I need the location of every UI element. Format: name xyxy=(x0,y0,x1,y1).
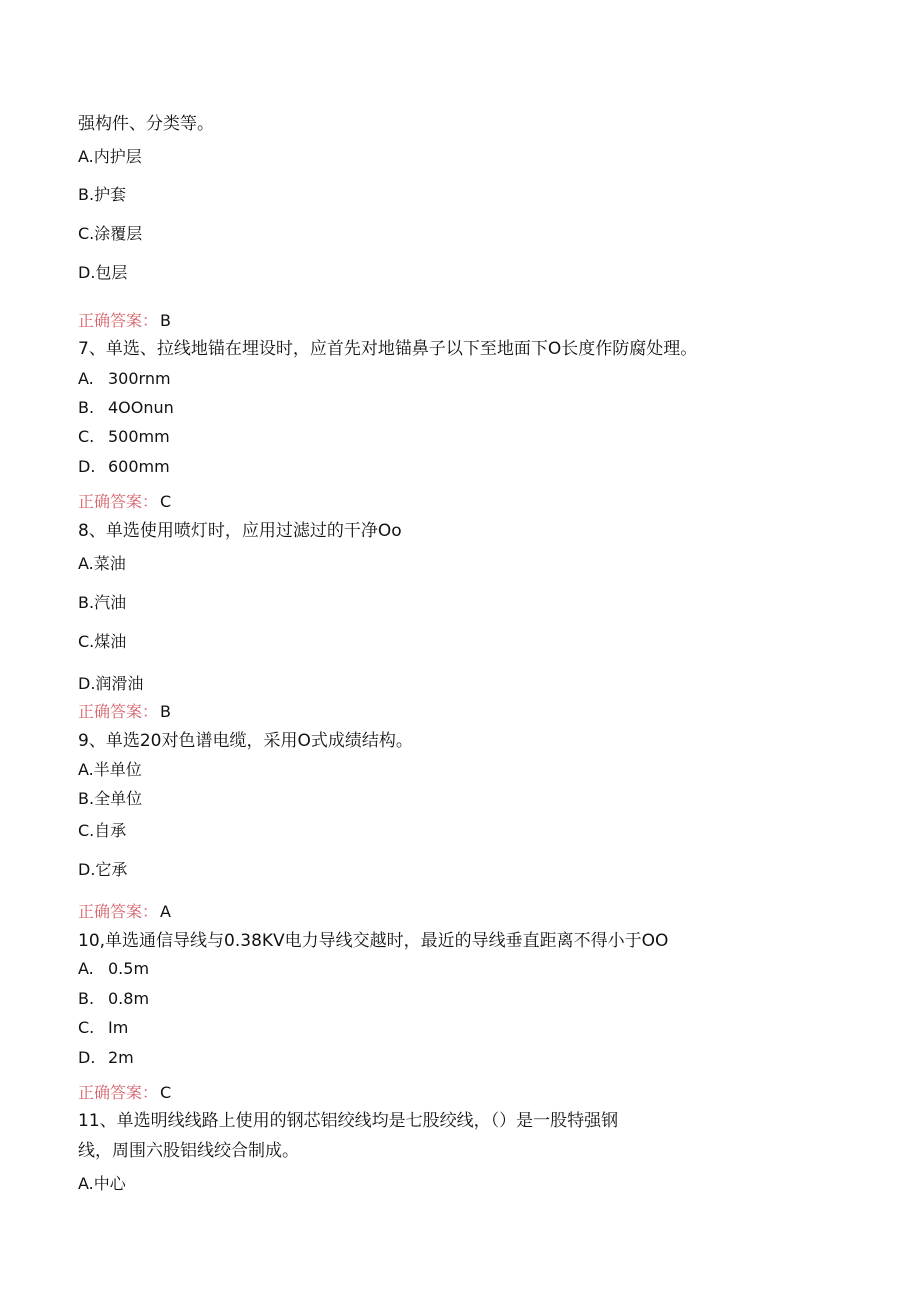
answer-line xyxy=(78,491,171,513)
answer-line xyxy=(78,1082,171,1104)
option-key: B. xyxy=(78,185,95,204)
option-text: 2m xyxy=(108,1048,134,1067)
option-key: C. xyxy=(78,427,95,446)
answer-line xyxy=(78,310,171,332)
question-continuation: 强构件、分类等。 xyxy=(78,114,214,134)
answer-value: B xyxy=(160,311,171,330)
option-text: 0.5m xyxy=(108,959,150,978)
option-text: 包层 xyxy=(95,263,128,282)
option-text: 4OOnun xyxy=(108,398,174,417)
option-d xyxy=(78,859,127,881)
answer-label: 正确答案： xyxy=(78,902,159,921)
option-text: 护套 xyxy=(94,185,127,204)
answer-label: 正确答案： xyxy=(78,702,159,721)
answer-value: C xyxy=(160,1083,172,1102)
option-key: D. xyxy=(78,457,96,476)
option-text: Im xyxy=(108,1018,129,1037)
answer-line xyxy=(78,701,171,723)
option-key: A. xyxy=(78,959,94,978)
option-c xyxy=(78,820,126,842)
option-c xyxy=(78,223,142,245)
option-text: 汽油 xyxy=(94,593,127,612)
option-key: B. xyxy=(78,593,95,612)
question-7: 7、单选、拉线地锚在埋设时，应首先对地锚鼻子以下至地面下O长度作防腐处理。 xyxy=(78,339,698,359)
question-9: 9、单选20对色谱电缆，采用O式成绩结构。 xyxy=(78,731,413,751)
option-text: 内护层 xyxy=(93,147,142,166)
option-key: A. xyxy=(78,1174,94,1193)
option-key: C. xyxy=(78,1018,95,1037)
option-a xyxy=(78,759,142,781)
question-11-continuation: 线，周围六股铝线绞合制成。 xyxy=(78,1141,299,1161)
option-key: A. xyxy=(78,369,94,388)
option-a xyxy=(78,958,149,980)
option-d xyxy=(78,262,127,284)
question-8: 8、单选使用喷灯时，应用过滤过的干净Oo xyxy=(78,521,402,541)
option-key: C. xyxy=(78,632,95,651)
option-key: B. xyxy=(78,989,95,1008)
answer-value: A xyxy=(160,902,171,921)
option-key: C. xyxy=(78,224,95,243)
option-key: A. xyxy=(78,760,94,779)
option-text: 300rnm xyxy=(108,369,171,388)
option-text: 它承 xyxy=(95,860,128,879)
option-key: D. xyxy=(78,860,96,879)
option-text: 500mm xyxy=(108,427,170,446)
option-c xyxy=(78,631,126,653)
option-a xyxy=(78,1173,126,1195)
question-10: 10,单选通信导线与0.38KV电力导线交越时，最近的导线垂直距离不得小于OO xyxy=(78,931,669,951)
option-b xyxy=(78,988,149,1010)
option-key: D. xyxy=(78,263,96,282)
option-d xyxy=(78,456,170,478)
option-key: B. xyxy=(78,398,95,417)
question-11: 11、单选明线线路上使用的钢芯铝绞线均是七股绞线，（）是一股特强钢 xyxy=(78,1111,619,1131)
option-b xyxy=(78,184,126,206)
option-text: 润滑油 xyxy=(95,674,144,693)
option-d xyxy=(78,1047,134,1069)
option-c xyxy=(78,426,170,448)
option-a xyxy=(78,368,171,390)
option-text: 中心 xyxy=(93,1174,126,1193)
answer-line xyxy=(78,901,171,923)
option-a xyxy=(78,146,142,168)
option-key: D. xyxy=(78,674,96,693)
answer-label: 正确答案： xyxy=(78,492,159,511)
option-key: D. xyxy=(78,1048,96,1067)
option-text: 自承 xyxy=(94,821,127,840)
option-a xyxy=(78,553,126,575)
option-text: 涂覆层 xyxy=(94,224,143,243)
option-c xyxy=(78,1017,128,1039)
option-key: A. xyxy=(78,554,94,573)
option-text: 全单位 xyxy=(94,789,143,808)
option-text: 煤油 xyxy=(94,632,127,651)
option-d xyxy=(78,673,143,695)
option-text: 菜油 xyxy=(93,554,126,573)
answer-label: 正确答案： xyxy=(78,311,159,330)
option-text: 半单位 xyxy=(93,760,142,779)
answer-value: C xyxy=(160,492,172,511)
option-b xyxy=(78,788,142,810)
option-text: 600mm xyxy=(108,457,170,476)
option-key: B. xyxy=(78,789,95,808)
option-text: 0.8m xyxy=(108,989,150,1008)
answer-label: 正确答案： xyxy=(78,1083,159,1102)
option-b xyxy=(78,397,174,419)
answer-value: B xyxy=(160,702,171,721)
option-key: C. xyxy=(78,821,95,840)
option-b xyxy=(78,592,126,614)
option-key: A. xyxy=(78,147,94,166)
